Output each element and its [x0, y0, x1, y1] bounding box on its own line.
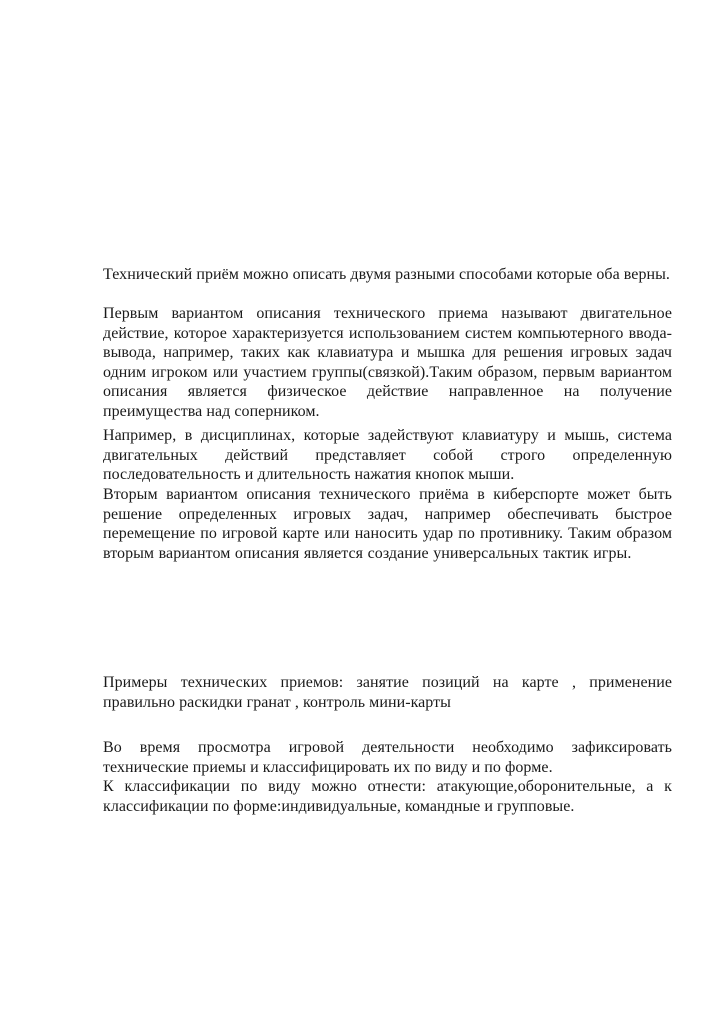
- paragraph-observation: Во время просмотра игровой деятельности необходимо зафиксировать технические приемы и классифицировать их по виду и по форме.: [103, 739, 672, 776]
- paragraph-classification: К классификации по виду можно отнести: атакующие,оборонительные, а к классификации по форме:индивидуальные, командные и групповые.: [103, 778, 672, 815]
- paragraph-first-variant: Первым вариантом описания технического приема называют двигательное действие, которое характеризуется использованием систем компьютерного ввода-вывода, например, таких как клавиатура и мышка для решения игровых задач одним игроком или участием группы(связкой).Таким образом, первым вариантом описания является физическое действие направленное на получение преимущества над соперником.: [103, 305, 672, 420]
- paragraph-examples-techniques: Примеры технических приемов: занятие позиций на карте , применение правильно раскидки гранат , контроль мини-карты: [103, 674, 672, 711]
- paragraph-intro: Технический приём можно описать двумя разными способами которые оба верны.: [103, 266, 670, 283]
- paragraph-example-disciplines: Например, в дисциплинах, которые задействуют клавиатуру и мышь, система двигательных действий представляет собой строго определенную последовательность и длительность нажатия кнопок мыши.: [103, 427, 672, 484]
- paragraph-second-variant: Вторым вариантом описания технического приёма в киберспорте может быть решение определенных игровых задач, например обеспечивать быстрое перемещение по игровой карте или наносить удар по противнику. Таким образом вторым вариантом описания является создание универсальных тактик игры.: [103, 486, 672, 562]
